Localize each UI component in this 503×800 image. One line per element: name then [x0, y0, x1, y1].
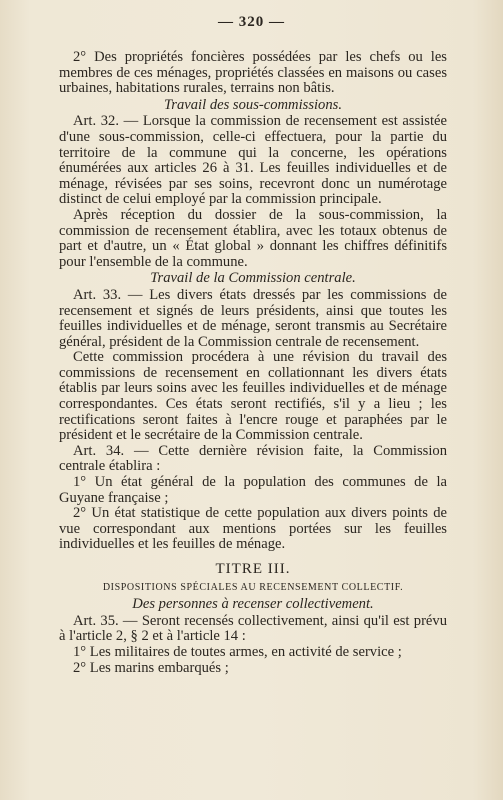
- paragraph-military: 1° Les militaires de toutes armes, en activité de service ;: [73, 643, 402, 660]
- title-subheading: DISPOSITIONS SPÉCIALES AU RECENSEMENT COLLECTIF.: [102, 581, 404, 593]
- paragraph-statistical-state: 2° Un état statistique de cette population aux divers points de vue correspondant aux mentions portées sur les feuilles individuelles et les feuilles de ménage.: [59, 505, 447, 553]
- paragraph-general-state: 1° Un état général de la population des communes de la Guyane française ;: [59, 474, 447, 506]
- paragraph-revision: Cette commission procédera à une révision du travail des commissions de recensement en collationnant les divers états établis par leurs soins avec les feuilles individuelles et de ménage correspondantes. Ces états seront rectifiés, s'il y a lieu ; les rectifications seront faites à l'encre rouge et paraphées par le président et le secrétaire de la Commission centrale.: [59, 349, 447, 444]
- paragraph-property-item: 2° Des propriétés foncières possédées par les chefs ou les membres de ces ménages, propriétés classées en maisons ou cases urbaines, habitations rurales, terrains non bâtis.: [59, 49, 447, 97]
- section-heading-central-commission: Travail de la Commission centrale.: [150, 270, 356, 287]
- paragraph-article-35: Art. 35. — Seront recensés collectivement, ainsi qu'il est prévu à l'article 2, § 2 et à l'article 14 :: [59, 612, 447, 645]
- section-heading-collective: Des personnes à recenser collectivement.: [132, 596, 374, 613]
- paragraph-global-state: Après réception du dossier de la sous-commission, la commission de recensement établira, avec les totaux obtenus de part et d'autre, un « État global » donnant les chiffres définitifs pour l'ensemble de la commune.: [59, 206, 447, 270]
- paragraph-article-33: Art. 33. — Les divers états dressés par les commissions de recensement et signés de leurs présidents, ainsi que toutes les feuilles individuelles et de ménage, seront transmis au Secrétaire général, président de la Commission centrale de recensement.: [59, 286, 447, 350]
- paragraph-sailors: 2° Les marins embarqués ;: [73, 659, 229, 676]
- page-number: — 320 —: [218, 14, 285, 30]
- paragraph-article-32: Art. 32. — Lorsque la commission de recensement est assistée d'une sous-commission, celle-ci effectuera, pour la partie du territoire de la commune qui la concerne, les opérations énumérées aux articles 26 à 31. Les feuilles individuelles et de ménage, révisées par ses soins, recevront donc un numérotage distinct de celui employé par la commission principale.: [59, 113, 447, 208]
- document-body: [59, 50, 447, 676]
- section-heading-sub-commissions: Travail des sous-commissions.: [164, 96, 342, 113]
- paragraph-article-34: Art. 34. — Cette dernière révision faite, la Commission centrale établira :: [59, 442, 447, 475]
- title-heading: TITRE III.: [215, 561, 291, 577]
